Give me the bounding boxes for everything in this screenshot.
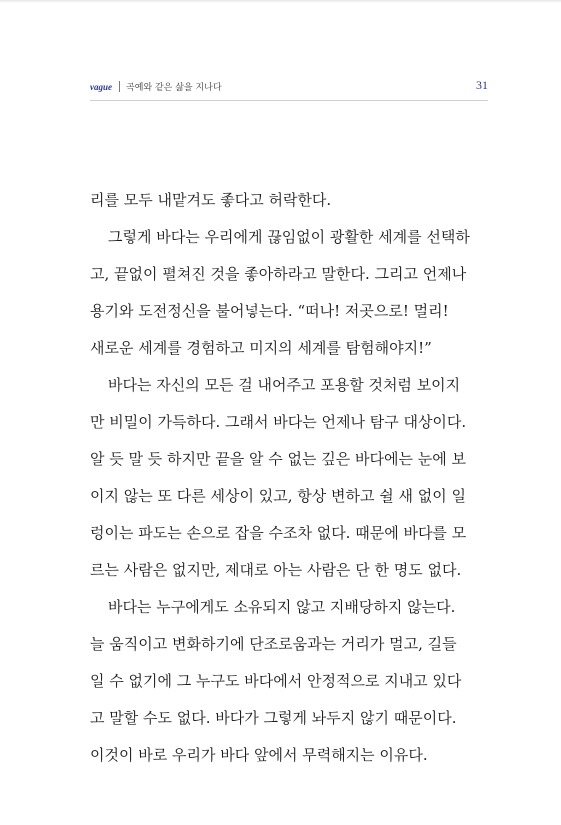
header-separator — [119, 81, 120, 92]
series-name: vague — [90, 82, 112, 92]
text-line: 이지 않는 또 다른 세상이 있고, 항상 변하고 쉴 새 없이 일 — [90, 487, 466, 505]
text-line: 만 비밀이 가득하다. 그래서 바다는 언제나 탐구 대상이다. — [90, 413, 467, 431]
page-top-edge — [0, 0, 561, 3]
text-line: 르는 사람은 없지만, 제대로 아는 사람은 단 한 명도 없다. — [90, 561, 462, 579]
text-line: 일 수 없기에 그 누구도 바다에서 안정적으로 지내고 있다 — [90, 672, 462, 690]
body-text — [90, 182, 488, 774]
header-rule — [90, 100, 488, 101]
text-line: 바다는 누구에게도 소유되지 않고 지배당하지 않는다. — [108, 598, 456, 616]
page-number: 31 — [476, 78, 488, 92]
text-line: 고 말할 수도 없다. 바다가 그렇게 놔두지 않기 때문이다. — [90, 709, 457, 727]
text-line: 바다는 자신의 모든 걸 내어주고 포용할 것처럼 보이지 — [108, 376, 461, 394]
text-line: 리를 모두 내맡겨도 좋다고 허락한다. — [90, 191, 332, 209]
text-line: 늘 움직이고 변화하기에 단조로움과는 거리가 멀고, 길들 — [90, 635, 457, 653]
text-line: 고, 끝없이 펼쳐진 것을 좋아하라고 말한다. 그리고 언제나 — [90, 265, 467, 283]
text-line: 렁이는 파도는 손으로 잡을 수조차 없다. 때문에 바다를 모 — [90, 524, 467, 542]
running-header — [90, 80, 488, 96]
text-line: 새로운 세계를 경험하고 미지의 세계를 탐험해야지!” — [90, 339, 432, 357]
text-line: 그렇게 바다는 우리에게 끊임없이 광활한 세계를 선택하 — [108, 228, 470, 246]
text-line: 알 듯 말 듯 하지만 끝을 알 수 없는 깊은 바다에는 눈에 보 — [90, 450, 466, 468]
text-line: 이것이 바로 우리가 바다 앞에서 무력해지는 이유다. — [90, 746, 428, 764]
text-line: 용기와 도전정신을 불어넣는다. “떠나! 저곳으로! 멀리! — [90, 302, 449, 320]
chapter-title: 곡예와 같은 삶을 지나다 — [126, 83, 222, 93]
